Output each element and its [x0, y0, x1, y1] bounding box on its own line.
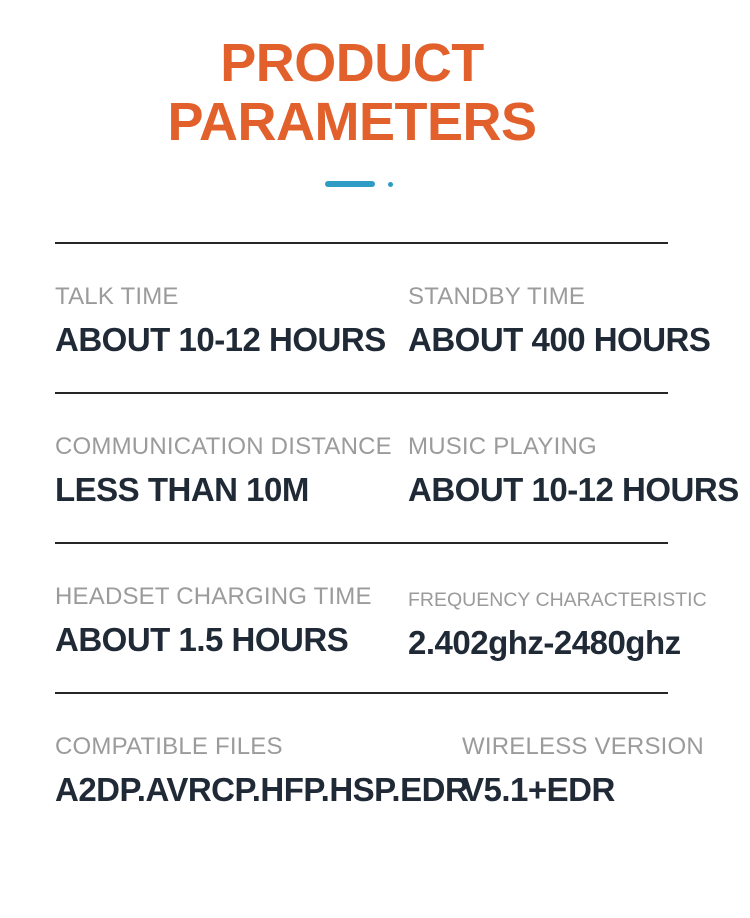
param-row-charging-frequency: [55, 542, 707, 692]
parameters-section: [55, 242, 739, 842]
page-title-line2: PARAMETERS: [167, 92, 537, 152]
param-value: ABOUT 1.5 HOURS: [55, 621, 349, 658]
param-value: A2DP.AVRCP.HFP.HSP.EDR: [55, 771, 469, 808]
param-row-distance-music: [55, 392, 739, 542]
page-title: [0, 34, 704, 152]
param-label: WIRELESS VERSION: [462, 733, 704, 760]
param-label: FREQUENCY CHARACTERISTIC: [408, 589, 707, 611]
param-value: ABOUT 10-12 HOURS: [408, 471, 739, 508]
param-cell-wireless-version: [462, 732, 704, 842]
underline-dot-icon: [388, 182, 393, 187]
param-label: TALK TIME: [55, 283, 179, 310]
param-label: COMMUNICATION DISTANCE: [55, 433, 392, 460]
param-value: V5.1+EDR: [462, 771, 615, 808]
param-value: LESS THAN 10M: [55, 471, 309, 508]
param-row-files-wireless: [55, 692, 704, 842]
param-cell-communication-distance: [55, 432, 408, 542]
param-row-talk-standby: [55, 242, 711, 392]
param-value: 2.402ghz-2480ghz: [408, 624, 681, 661]
param-cell-frequency-characteristic: [408, 582, 707, 692]
param-cell-headset-charging-time: [55, 582, 408, 692]
param-label: STANDBY TIME: [408, 283, 586, 310]
param-cell-music-playing: [408, 432, 739, 542]
param-label: COMPATIBLE FILES: [55, 733, 283, 760]
param-cell-talk-time: [55, 282, 408, 392]
param-value: ABOUT 400 HOURS: [408, 321, 711, 358]
param-label: HEADSET CHARGING TIME: [55, 583, 372, 610]
param-cell-standby-time: [408, 282, 710, 392]
underline-dash-icon: [325, 181, 375, 187]
page-title-line1: PRODUCT: [220, 33, 484, 93]
param-value: ABOUT 10-12 HOURS: [55, 321, 386, 358]
title-underline: [0, 181, 718, 187]
param-label: MUSIC PLAYING: [408, 433, 597, 460]
param-cell-compatible-files: [55, 732, 469, 842]
